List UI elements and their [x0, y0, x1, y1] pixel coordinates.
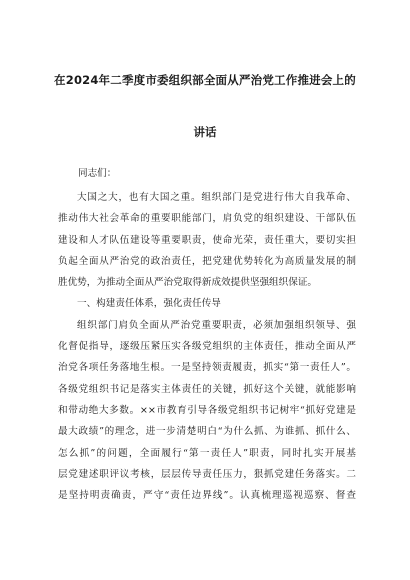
paragraph-line: 是坚持明责确责，严守“责任边界线”。认真梳理巡视巡察、督查	[58, 490, 356, 502]
paragraph-line: 大国之大，也有大国之重。组织部门是党进行伟大自我革命、	[77, 192, 356, 203]
paragraph-line: 组织部门肩负全面从严治党重要职责，必须加强组织领导、强	[77, 319, 356, 331]
paragraph-line: 各级党组织书记是落实主体责任的关键，抓好这个关键，就能影响	[58, 383, 356, 395]
document-body	[58, 187, 356, 506]
paragraph-line: 一、构建责任体系，强化责任传导	[77, 298, 221, 310]
document-title-line2: 讲话	[193, 125, 217, 139]
document-title-line1: 在2024年二季度市委组织部全面从严治党工作推进会上的	[54, 73, 356, 87]
salutation: 同志们：	[78, 168, 117, 179]
paragraph-line: 怎么抓”的问题，全面履行“第一责任人”职责，同时扎实开展基	[58, 447, 356, 459]
paragraph-line: 推动伟大社会革命的重要职能部门，肩负党的组织建设、干部队伍	[58, 213, 356, 225]
paragraph-line: 胜优势，为推动全面从严治党取得新成效提供坚强组织保证。	[58, 277, 318, 289]
paragraph-line: 最大政绩”的理念，进一步清楚明白“为什么抓、为谁抓、抓什么、	[58, 426, 356, 438]
paragraph-line: 负起全面从严治党的政治责任，把党建优势转化为高质量发展的制	[58, 255, 356, 267]
paragraph-line: 和带动绝大多数。××市教育引导各级党组织书记树牢“抓好党建是	[58, 404, 356, 416]
paragraph-line: 建设和人才队伍建设等重要职责，使命光荣，责任重大，要切实担	[58, 234, 356, 246]
paragraph-line: 化督促指导，逐级压紧压实各级党组织的主体责任，推动全面从严	[58, 341, 356, 353]
paragraph-line: 治党各项任务落地生根。一是坚持领责履责，抓实“第一责任人”。	[58, 362, 356, 374]
paragraph-line: 层党建述职评议考核，层层传导责任压力，狠抓党建任务落实。二	[58, 468, 356, 480]
